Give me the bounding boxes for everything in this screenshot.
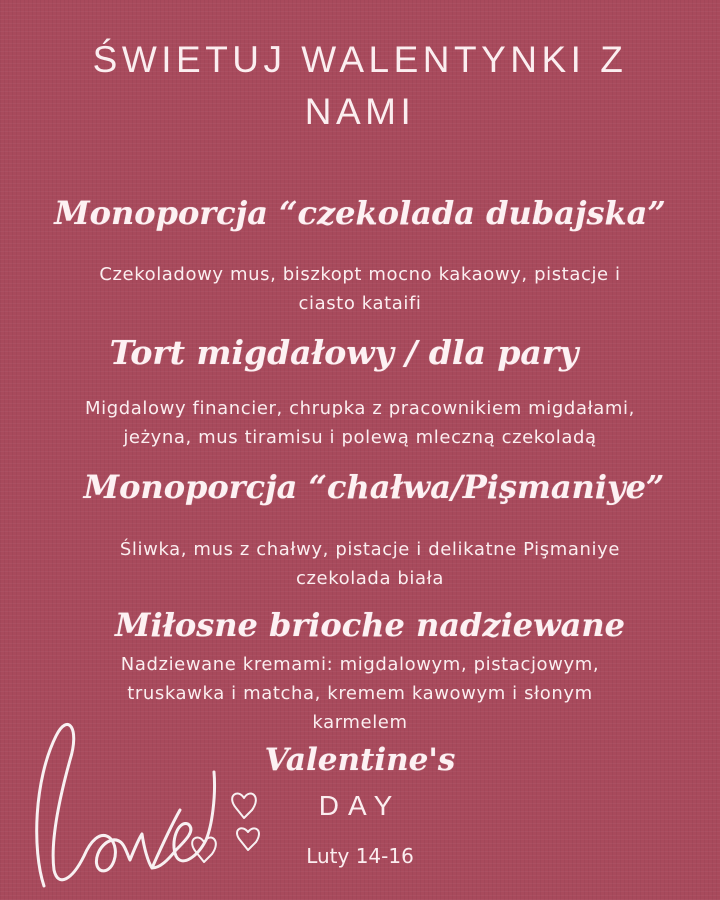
love-script-icon (37, 724, 215, 886)
title-line-1: ŚWIETUJ WALENTYNKI Z (92, 39, 628, 80)
love-decoration (0, 700, 290, 900)
item-description-halva (10, 535, 720, 593)
heart-outline-icon (237, 828, 259, 850)
item-description-dubai-chocolate (0, 260, 720, 318)
desc-line: Czekoladowy mus, biszkopt mocno kakaowy, pistacje i (99, 264, 621, 285)
title-line-2: NAMI (304, 91, 416, 132)
item-title-brioche: Miłosne brioche nadziewane (115, 606, 625, 644)
desc-line: jeżyna, mus tiramisu i polewą mleczną czekoladą (123, 427, 597, 448)
desc-line: truskawka i matcha, kremem kawowym i słonym (127, 683, 593, 704)
item-title-dubai-chocolate: Monoporcja “czekolada dubajska” (54, 194, 666, 232)
heart-outline-icon (192, 837, 216, 862)
desc-line: czekolada biała (295, 568, 445, 589)
dates-label: Luty 14-16 (306, 844, 414, 868)
desc-line: Nadziewane kremami: migdalowym, pistacjowym, (120, 654, 600, 675)
desc-line: ciasto kataifi (298, 293, 422, 314)
desc-line: karmelem (312, 712, 408, 733)
valentines-label: Valentine's (264, 742, 456, 778)
desc-line: Migdalowy financier, chrupka z pracownikiem migdałami, (85, 398, 635, 419)
page-title (0, 34, 720, 138)
desc-line: Śliwka, mus z chałwy, pistacje i delikatne Pişmaniye (119, 539, 621, 560)
item-title-halva: Monoporcja “chałwa/Pişmaniye” (83, 468, 665, 506)
day-label: DAY (318, 790, 402, 821)
item-description-almond-cake (0, 394, 720, 452)
item-title-almond-cake: Tort migdałowy / dla pary (109, 333, 579, 372)
heart-outline-icon (232, 793, 256, 818)
